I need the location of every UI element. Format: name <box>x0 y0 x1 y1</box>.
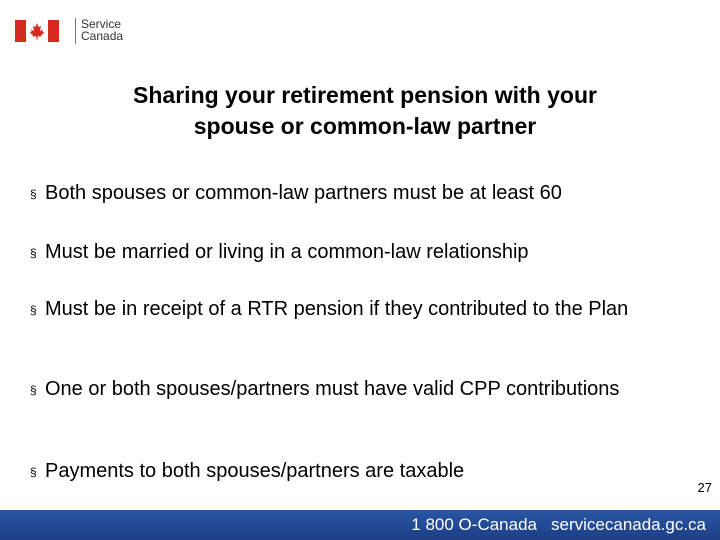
bullet-marker: § <box>30 187 37 201</box>
bullet-text: Must be in receipt of a RTR pension if they contributed to the Plan <box>45 298 629 320</box>
footer-website[interactable]: servicecanada.gc.ca <box>551 515 706 534</box>
logo-line-2: Canada <box>81 29 124 43</box>
footer-phone: 1 800 O-Canada <box>411 515 537 534</box>
bullet-text: Both spouses or common-law partners must be at least 60 <box>45 182 562 204</box>
slide-title <box>40 80 690 142</box>
bullet-marker: § <box>30 465 37 479</box>
bullet-item <box>30 460 680 483</box>
slide-title-line-1: Sharing your retirement pension with your <box>133 82 597 108</box>
logo-wordmark <box>81 18 123 42</box>
footer-bar <box>0 510 720 540</box>
bullet-item <box>30 298 680 321</box>
bullet-marker: § <box>30 383 37 397</box>
bullet-item <box>30 378 680 401</box>
logo-line-1: Service <box>81 17 122 31</box>
page-number: 27 <box>697 480 712 495</box>
bullet-text: One or both spouses/partners must have valid CPP contributions <box>45 378 620 400</box>
bullet-text: Must be married or living in a common-law relationship <box>45 241 529 263</box>
bullet-item <box>30 241 680 264</box>
slide-title-line-2: spouse or common-law partner <box>193 113 537 139</box>
bullet-text: Payments to both spouses/partners are taxable <box>45 460 465 482</box>
bullet-item <box>30 182 680 205</box>
logo-divider <box>75 18 76 44</box>
canada-flag-icon <box>15 20 59 42</box>
service-canada-logo <box>15 18 135 44</box>
bullet-marker: § <box>30 246 37 260</box>
bullet-marker: § <box>30 303 37 317</box>
